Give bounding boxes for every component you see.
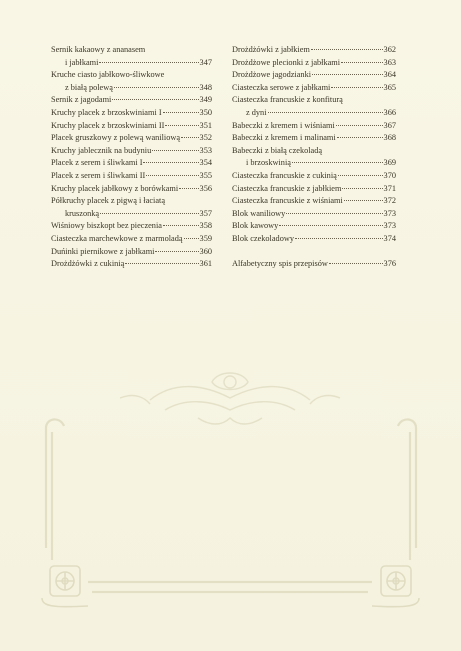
dot-leader [99, 62, 198, 63]
toc-entry-title: Babeczki z białą czekoladą [232, 145, 323, 155]
toc-entry[interactable] [232, 120, 396, 133]
toc-entry-page-number: 366 [383, 107, 396, 117]
dot-leader [152, 150, 198, 151]
toc-entry-title: Sernik z jagodami [51, 95, 112, 105]
toc-entry-page-number: 376 [383, 259, 396, 269]
toc-column-left [51, 44, 212, 271]
toc-entry-page-number: 350 [199, 107, 212, 117]
toc-entry-title: Ciasteczka francuskie z jabłkiem [232, 183, 342, 193]
toc-entry[interactable] [232, 132, 396, 145]
dot-leader [146, 175, 198, 176]
toc-spacer [232, 246, 396, 259]
toc-entry-page-number: 364 [383, 70, 396, 80]
toc-entry-title: Blok kawowy [232, 221, 279, 231]
toc-entry-title: Ciasteczka serowe z jabłkami [232, 82, 331, 92]
toc-entry-title: Blok waniliowy [232, 208, 286, 218]
toc-entry-title: Kruchy placek z brzoskwiniami II [51, 120, 165, 130]
toc-entry-title: Blok czekoladowy [232, 233, 294, 243]
toc-entry[interactable] [232, 44, 396, 57]
dot-leader [165, 125, 198, 126]
toc-entry-title: z dyni [246, 107, 267, 117]
toc-entry-page-number: 373 [383, 208, 396, 218]
toc-entry-page-number: 351 [199, 120, 212, 130]
toc-entry-title: Kruchy placek jabłkowy z borówkami [51, 183, 179, 193]
toc-entry-page-number: 359 [199, 233, 212, 243]
toc-entry[interactable] [232, 183, 396, 196]
toc-entry-page-number: 358 [199, 221, 212, 231]
toc-entry-title: Ciasteczka francuskie z konfiturą [232, 95, 343, 105]
dot-leader [179, 188, 198, 189]
dot-leader [143, 162, 198, 163]
toc-entry-page-number: 352 [199, 133, 212, 143]
dot-leader [295, 238, 383, 239]
toc-entry[interactable] [232, 69, 396, 82]
toc-entry-page-number: 369 [383, 158, 396, 168]
toc-entry[interactable] [51, 183, 212, 196]
dot-leader [331, 87, 382, 88]
dot-leader [311, 49, 383, 50]
toc-entry[interactable] [51, 258, 212, 271]
toc-entry-page-number: 355 [199, 170, 212, 180]
dot-leader [336, 125, 383, 126]
toc-entry-page-number: 357 [199, 208, 212, 218]
toc-entry-title: Kruche ciasto jabłkowo-śliwkowe [51, 70, 165, 80]
toc-entry-page-number: 368 [383, 133, 396, 143]
toc-entry-page-number: 348 [199, 82, 212, 92]
dot-leader [341, 62, 382, 63]
toc-entry-page-number: 353 [199, 145, 212, 155]
toc-entry-page-number: 373 [383, 221, 396, 231]
toc-entry-page-number: 356 [199, 183, 212, 193]
toc-entry-title: Placek z serem i śliwkami I [51, 158, 143, 168]
dot-leader [155, 251, 198, 252]
toc-entry-title: Babeczki z kremem i malinami [232, 133, 336, 143]
dot-leader [329, 263, 383, 264]
dot-leader [114, 87, 199, 88]
toc-entry[interactable] [232, 82, 396, 95]
dot-leader [125, 263, 198, 264]
toc-entry[interactable] [232, 195, 396, 208]
toc-entry-title: Ciasteczka marchewkowe z marmoladą [51, 233, 183, 243]
dot-leader [112, 99, 198, 100]
toc-entry-title: kruszonką [65, 208, 100, 218]
toc-entry[interactable] [232, 145, 396, 158]
toc-entry[interactable] [51, 44, 212, 57]
toc-entry-title: Ciasteczka francuskie z cukinią [232, 170, 337, 180]
toc-entry-title: Wiśniowy biszkopt bez pieczenia [51, 221, 162, 231]
dot-leader [100, 213, 198, 214]
dot-leader [286, 213, 382, 214]
toc-entry[interactable] [51, 132, 212, 145]
toc-entry[interactable] [51, 208, 212, 221]
toc-entry-page-number: 361 [199, 259, 212, 269]
toc-entry-title: z białą polewą [65, 82, 113, 92]
toc-entry-page-number: 354 [199, 158, 212, 168]
dot-leader [338, 175, 383, 176]
toc-entry-page-number: 362 [383, 45, 396, 54]
toc-entry-title: Placek z serem i śliwkami II [51, 170, 146, 180]
toc-column-right [232, 44, 396, 271]
toc-entry[interactable] [232, 233, 396, 246]
toc-entry-title: Kruchy placek z brzoskwiniami I [51, 107, 162, 117]
toc-entry[interactable] [232, 220, 396, 233]
toc-entry-page-number: 374 [383, 233, 396, 243]
toc-entry[interactable] [51, 170, 212, 183]
toc-entry-title: Alfabetyczny spis przepisów [232, 259, 328, 269]
toc-entry[interactable] [232, 107, 396, 120]
toc-entry[interactable] [232, 170, 396, 183]
dot-leader [163, 225, 199, 226]
dot-leader [163, 112, 199, 113]
toc-entry-title: Placek gruszkowy z polewą waniliową [51, 133, 181, 143]
toc-entry[interactable] [232, 57, 396, 70]
dot-leader [279, 225, 382, 226]
toc-entry[interactable] [51, 69, 212, 82]
toc-entry-title: Drożdżówki z jabłkiem [232, 45, 310, 54]
toc-entry[interactable] [51, 220, 212, 233]
toc-entry[interactable] [51, 246, 212, 259]
toc-entry-page-number: 363 [383, 57, 396, 67]
toc-entry-page-number: 367 [383, 120, 396, 130]
toc-entry[interactable] [51, 195, 212, 208]
toc-entry-title: Duńinki piernikowe z jabłkami [51, 246, 155, 256]
toc-entry[interactable] [232, 208, 396, 221]
toc-entry[interactable] [51, 157, 212, 170]
toc-entry-title: Półkruchy placek z pigwą i łaciatą [51, 196, 166, 206]
dot-leader [312, 74, 383, 75]
dot-leader [181, 137, 199, 138]
toc-entry-title: Babeczki z kremem i wiśniami [232, 120, 335, 130]
toc-entry[interactable] [232, 157, 396, 170]
toc-entry-page-number: 372 [383, 196, 396, 206]
toc-entry-title: Drożdżowe jagodzianki [232, 70, 312, 80]
toc-entry-title: Drożdżowe plecionki z jabłkami [232, 57, 341, 67]
toc-entry[interactable] [51, 57, 212, 70]
toc-entry-page-number: 371 [383, 183, 396, 193]
toc-entry-page-number: 347 [199, 57, 212, 67]
toc-entry[interactable] [232, 94, 396, 107]
toc-entry-page-number: 360 [199, 246, 212, 256]
toc-entry-title: i jabłkami [65, 57, 99, 67]
toc-entry[interactable] [51, 233, 212, 246]
dot-leader [342, 188, 382, 189]
toc-entry-page-number: 365 [383, 82, 396, 92]
toc-entry-title: Ciasteczka francuskie z wiśniami [232, 196, 343, 206]
corner-rosettes [42, 566, 419, 607]
top-flourish [120, 373, 340, 424]
toc-entry[interactable] [51, 120, 212, 133]
toc-entry[interactable] [51, 107, 212, 120]
toc-entry-page-number: 349 [199, 95, 212, 105]
toc-entry[interactable] [51, 82, 212, 95]
toc-entry-title: i brzoskwinią [246, 158, 291, 168]
toc-entry-page-number: 370 [383, 170, 396, 180]
toc-entry-title: Drożdżówki z cukinią [51, 259, 125, 269]
toc-entry-title: Sernik kakaowy z ananasem [51, 45, 146, 54]
frame-lines [46, 419, 416, 592]
dot-leader [344, 200, 383, 201]
dot-leader [292, 162, 383, 163]
toc-entry[interactable] [51, 145, 212, 158]
dot-leader [184, 238, 199, 239]
toc-entry[interactable] [232, 258, 396, 271]
toc-entry-title: Kruchy jablecznik na budyniu [51, 145, 152, 155]
toc-entry[interactable] [51, 94, 212, 107]
dot-leader [337, 137, 383, 138]
dot-leader [268, 112, 383, 113]
